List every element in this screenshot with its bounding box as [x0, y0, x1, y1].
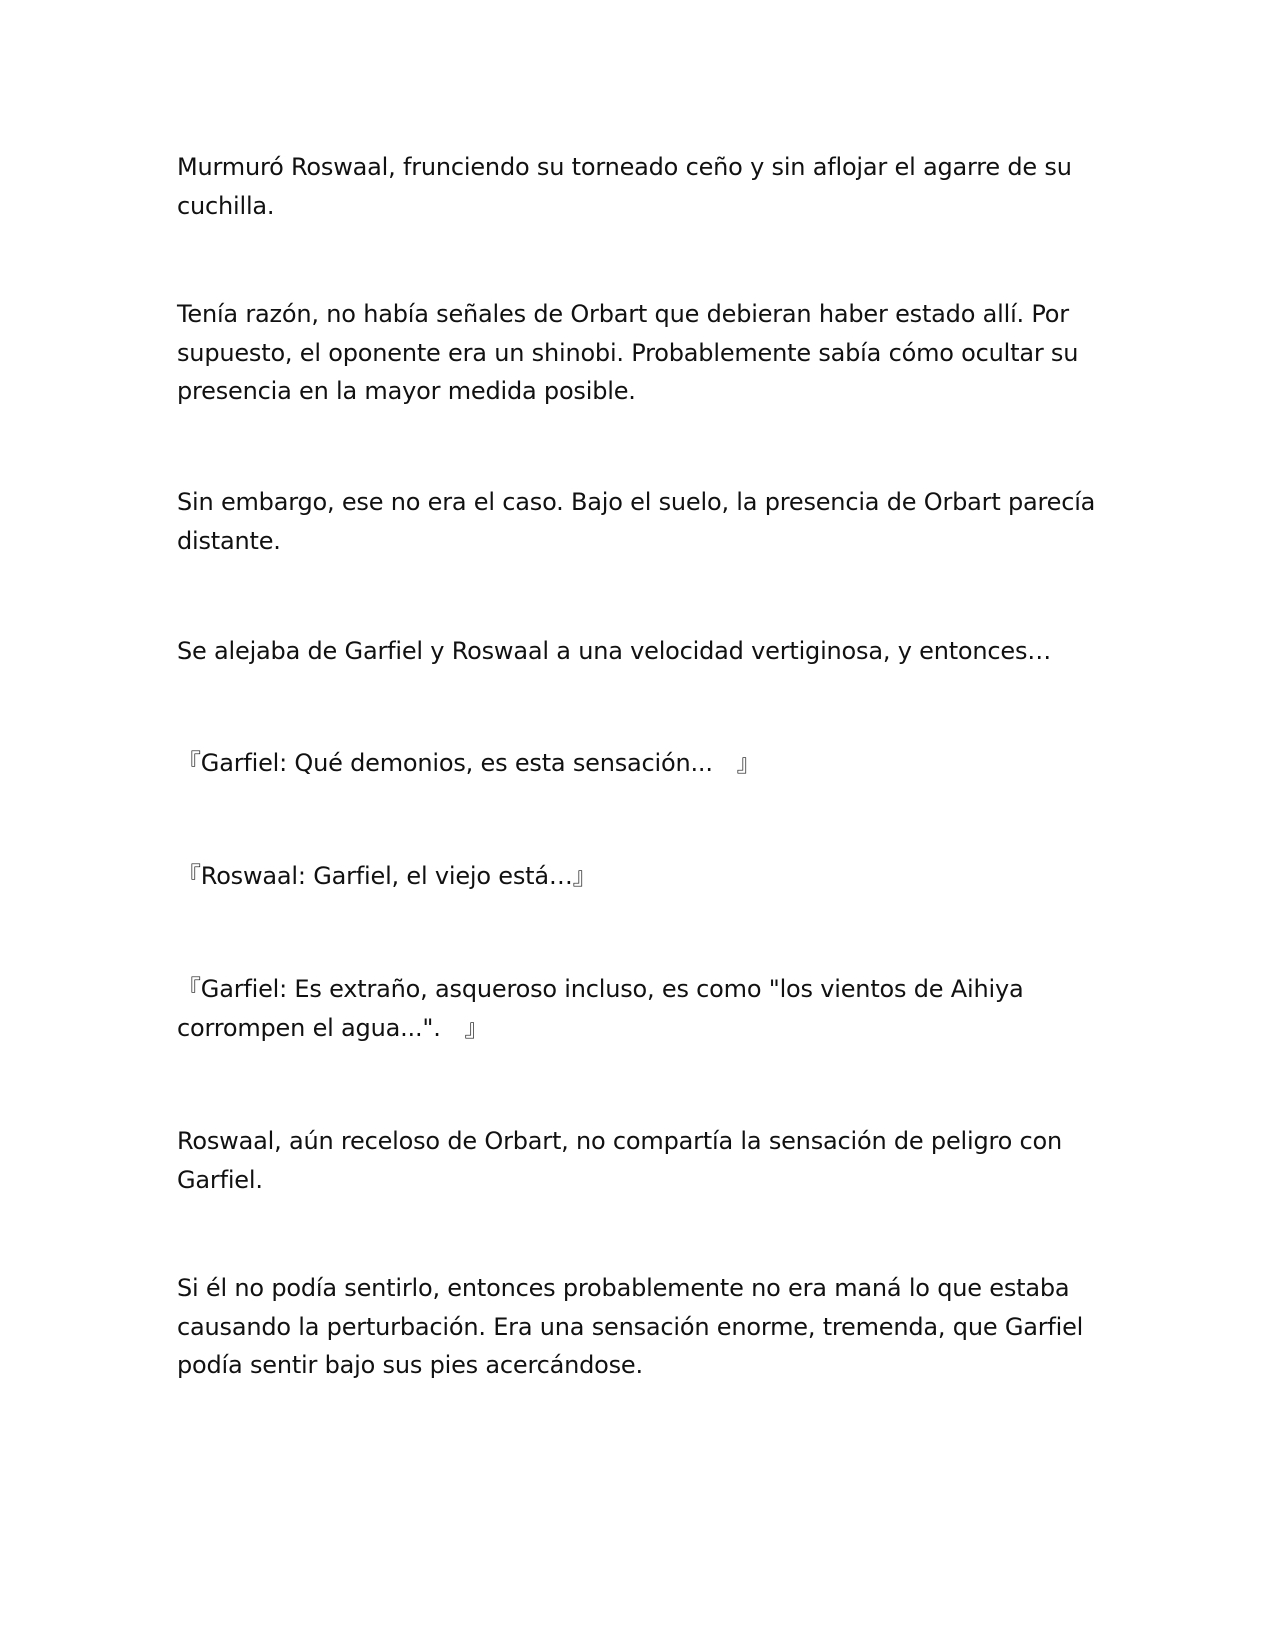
paragraph-narration: Se alejaba de Garfiel y Roswaal a una velocidad vertiginosa, y entonces… — [177, 637, 1052, 665]
paragraph-dialogue: 『Roswaal: Garfiel, el viejo está…』 — [177, 862, 597, 890]
paragraph-dialogue: 『Garfiel: Qué demonios, es esta sensación... 』 — [177, 749, 761, 777]
paragraph-narration: Murmuró Roswaal, frunciendo su torneado ceño y sin aflojar el agarre de su cuchilla. — [177, 153, 1072, 220]
paragraph-narration: Sin embargo, ese no era el caso. Bajo el suelo, la presencia de Orbart parecía distante. — [177, 488, 1096, 555]
paragraph-narration: Roswaal, aún receloso de Orbart, no compartía la sensación de peligro con Garfiel. — [177, 1127, 1063, 1194]
paragraph-dialogue: 『Garfiel: Es extraño, asqueroso incluso, es como "los vientos de Aihiya corrompen el agua...". 』 — [177, 975, 1024, 1042]
paragraph-narration: Tenía razón, no había señales de Orbart que debieran haber estado allí. Por supuesto, el oponente era un shinobi. Probablemente sabía cómo ocultar su presencia en la mayor medida posible. — [177, 300, 1079, 405]
paragraph-narration: Si él no podía sentirlo, entonces probablemente no era maná lo que estaba causando la perturbación. Era una sensación enorme, tremenda, que Garfiel podía sentir bajo sus pies acercándose. — [177, 1274, 1084, 1379]
